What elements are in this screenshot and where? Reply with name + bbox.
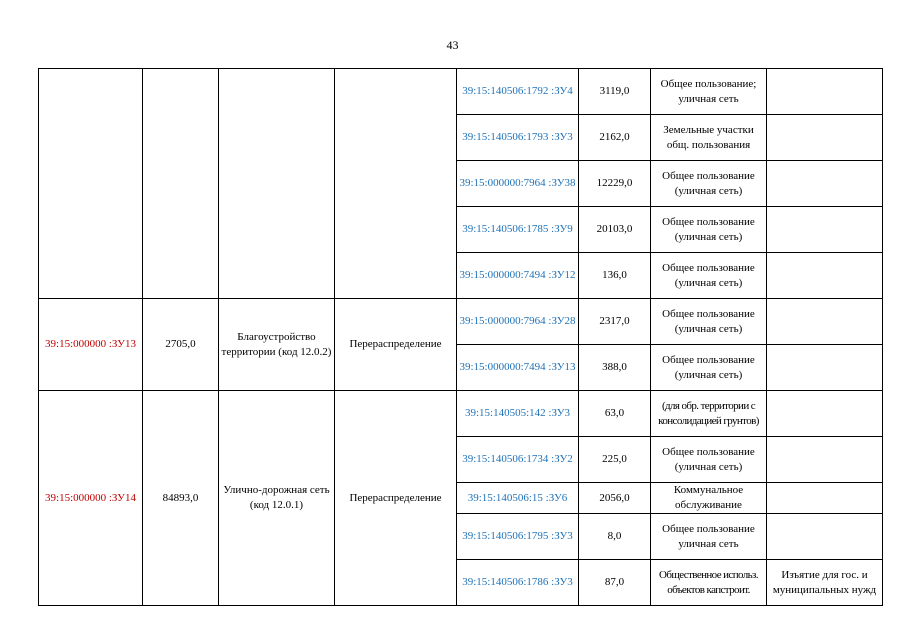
- source-cadastral-number: 39:15:140506:1795 :ЗУ3: [457, 514, 579, 560]
- source-purpose: Общее пользование (уличная сеть): [651, 207, 767, 253]
- table-row: [39, 299, 883, 345]
- source-purpose: Общественное использ. объектов капстроит.: [651, 560, 767, 606]
- note: [767, 115, 883, 161]
- source-cadastral-number: 39:15:000000:7964 :ЗУ38: [457, 161, 579, 207]
- source-area: 136,0: [579, 253, 651, 299]
- new-plot-id: [39, 69, 143, 299]
- land-plots-table: [38, 68, 883, 606]
- formation-method: Перераспределение: [335, 391, 457, 606]
- source-area: 3119,0: [579, 69, 651, 115]
- source-cadastral-number: 39:15:140506:1793 :ЗУ3: [457, 115, 579, 161]
- source-area: 2317,0: [579, 299, 651, 345]
- permitted-use: Улично-дорожная сеть (код 12.0.1): [219, 391, 335, 606]
- source-area: 12229,0: [579, 161, 651, 207]
- table-row: [39, 69, 883, 115]
- source-area: 225,0: [579, 437, 651, 483]
- source-cadastral-number: 39:15:140506:1786 :ЗУ3: [457, 560, 579, 606]
- source-area: 2056,0: [579, 483, 651, 514]
- source-area: 8,0: [579, 514, 651, 560]
- source-purpose: Общее пользование (уличная сеть): [651, 345, 767, 391]
- note: [767, 437, 883, 483]
- note: [767, 483, 883, 514]
- source-area: 87,0: [579, 560, 651, 606]
- note: Изъятие для гос. и муниципальных нужд: [767, 560, 883, 606]
- permitted-use: [219, 69, 335, 299]
- source-purpose: Общее пользование; уличная сеть: [651, 69, 767, 115]
- new-plot-area: [143, 69, 219, 299]
- source-purpose: Общее пользование (уличная сеть): [651, 161, 767, 207]
- formation-method: Перераспределение: [335, 299, 457, 391]
- source-cadastral-number: 39:15:140506:1792 :ЗУ4: [457, 69, 579, 115]
- source-cadastral-number: 39:15:140506:1734 :ЗУ2: [457, 437, 579, 483]
- new-plot-id: 39:15:000000 :ЗУ14: [39, 391, 143, 606]
- source-cadastral-number: 39:15:000000:7494 :ЗУ12: [457, 253, 579, 299]
- source-purpose: Земельные участки общ. пользования: [651, 115, 767, 161]
- note: [767, 207, 883, 253]
- note: [767, 514, 883, 560]
- source-purpose: (для обр. территории с консолидацией грунтов): [651, 391, 767, 437]
- source-purpose: Общее пользование (уличная сеть): [651, 437, 767, 483]
- source-purpose: Общее пользование (уличная сеть): [651, 253, 767, 299]
- source-cadastral-number: 39:15:140506:1785 :ЗУ9: [457, 207, 579, 253]
- source-purpose: Общее пользование (уличная сеть): [651, 299, 767, 345]
- source-cadastral-number: 39:15:000000:7964 :ЗУ28: [457, 299, 579, 345]
- source-cadastral-number: 39:15:000000:7494 :ЗУ13: [457, 345, 579, 391]
- formation-method: [335, 69, 457, 299]
- new-plot-id: 39:15:000000 :ЗУ13: [39, 299, 143, 391]
- source-purpose: Коммунальное обслуживание: [651, 483, 767, 514]
- source-area: 2162,0: [579, 115, 651, 161]
- page-number: 43: [446, 38, 459, 52]
- source-cadastral-number: 39:15:140506:15 :ЗУ6: [457, 483, 579, 514]
- note: [767, 161, 883, 207]
- note: [767, 391, 883, 437]
- table-row: [39, 391, 883, 437]
- note: [767, 345, 883, 391]
- new-plot-area: 84893,0: [143, 391, 219, 606]
- source-area: 63,0: [579, 391, 651, 437]
- source-area: 20103,0: [579, 207, 651, 253]
- new-plot-area: 2705,0: [143, 299, 219, 391]
- note: [767, 253, 883, 299]
- source-purpose: Общее пользование уличная сеть: [651, 514, 767, 560]
- source-area: 388,0: [579, 345, 651, 391]
- source-cadastral-number: 39:15:140505:142 :ЗУ3: [457, 391, 579, 437]
- note: [767, 299, 883, 345]
- permitted-use: Благоустройство территории (код 12.0.2): [219, 299, 335, 391]
- note: [767, 69, 883, 115]
